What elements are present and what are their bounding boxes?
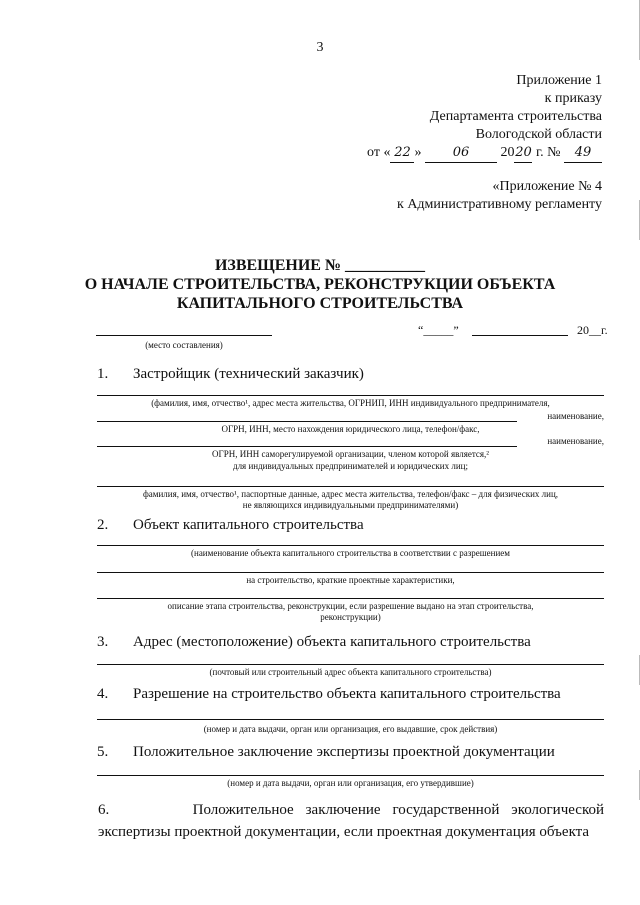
- s2-caption-a: (наименование объекта капитального строительства в соответствии с разрешением: [191, 548, 510, 558]
- section-2: 2. Объект капитального строительства: [97, 517, 364, 533]
- title-line2: О НАЧАЛЕ СТРОИТЕЛЬСТВА, РЕКОНСТРУКЦИИ ОБЪЕКТА: [84, 276, 556, 293]
- s4-caption: (номер и дата выдачи, орган или организация, его выдавшие, срок действия): [203, 724, 498, 734]
- s1-caption-h: не являющихся индивидуальными предпринимателями): [242, 500, 459, 510]
- s2-caption-b: на строительство, краткие проектные характеристики,: [246, 575, 455, 585]
- order-month: 06: [425, 144, 497, 163]
- s5-caption: (номер и дата выдачи, орган или организация, его утвердившие): [227, 778, 474, 788]
- place-line: [96, 335, 272, 336]
- s1-line1: [97, 395, 604, 396]
- section-5: 5. Положительное заключение экспертизы проектной документации: [97, 744, 555, 760]
- title-line3: КАПИТАЛЬНОГО СТРОИТЕЛЬСТВА: [176, 295, 464, 312]
- appendix2-line2: к Административному регламенту: [397, 197, 602, 212]
- s1-line3: [97, 446, 517, 447]
- appendix-line4: Вологодской области: [475, 127, 602, 142]
- appendix-line2: к приказу: [544, 91, 602, 106]
- s2-line1: [97, 545, 604, 546]
- s5-line: [97, 775, 604, 776]
- appendix2-block: [397, 178, 602, 214]
- notice-title: [0, 256, 640, 313]
- s3-line: [97, 664, 604, 665]
- s4-line: [97, 719, 604, 720]
- date-month-line: [472, 335, 568, 336]
- order-year: 20: [514, 144, 532, 163]
- s2-line3: [97, 598, 604, 599]
- s1-line2: [97, 421, 517, 422]
- s1-line4: [97, 486, 604, 487]
- order-day: 22: [390, 144, 414, 163]
- date-year: 20__г.: [577, 323, 608, 337]
- section-6-line2: экспертизы проектной документации, если проектная документация объекта: [98, 824, 590, 840]
- title-line1: ИЗВЕЩЕНИЕ № __________: [214, 257, 426, 274]
- s2-caption-d: реконструкции): [320, 612, 381, 622]
- s2-line2: [97, 572, 604, 573]
- order-number: 49: [564, 144, 602, 163]
- s2-caption-c: описание этапа строительства, реконструкции, если разрешение выдано на этап строительства,: [167, 601, 534, 611]
- date-quotes: “_____”: [418, 323, 459, 337]
- appendix-line3: Департамента строительства: [429, 109, 602, 124]
- s1-caption-b: наименование,: [547, 411, 604, 421]
- section-4: 4. Разрешение на строительство объекта капитального строительства: [97, 686, 561, 702]
- page-number: 3: [316, 40, 324, 55]
- s1-caption-f: для индивидуальных предпринимателей и юридических лиц;: [232, 461, 468, 471]
- appendix2-line1: «Приложение № 4: [492, 179, 602, 194]
- section-6: [98, 799, 604, 843]
- appendix-line1: Приложение 1: [516, 73, 602, 88]
- appendix-block: [367, 72, 602, 163]
- s1-caption-e: ОГРН, ИНН саморегулируемой организации, членом которой является,²: [212, 449, 489, 459]
- section-3: 3. Адрес (местоположение) объекта капитального строительства: [97, 634, 531, 650]
- section-6-line1: 6. Положительное заключение государственной экологической: [98, 802, 604, 818]
- s3-caption: (почтовый или строительный адрес объекта капитального строительства): [209, 667, 492, 677]
- s1-caption-a: (фамилия, имя, отчество¹, адрес места жительства, ОГРНИП, ИНН индивидуального предпринимателя,: [151, 398, 550, 408]
- section-1: 1. Застройщик (технический заказчик): [97, 366, 364, 382]
- s1-caption-d: наименование,: [547, 436, 604, 446]
- s1-caption-c: ОГРН, ИНН, место нахождения юридического лица, телефон/факс,: [221, 424, 480, 434]
- s1-caption-g: фамилия, имя, отчество¹, паспортные данные, адрес места жительства, телефон/факс – для физических лиц,: [142, 489, 559, 499]
- appendix-order-date: от « 22 » 06 2020 г. № 49: [367, 144, 602, 163]
- place-caption: (место составления): [145, 340, 223, 350]
